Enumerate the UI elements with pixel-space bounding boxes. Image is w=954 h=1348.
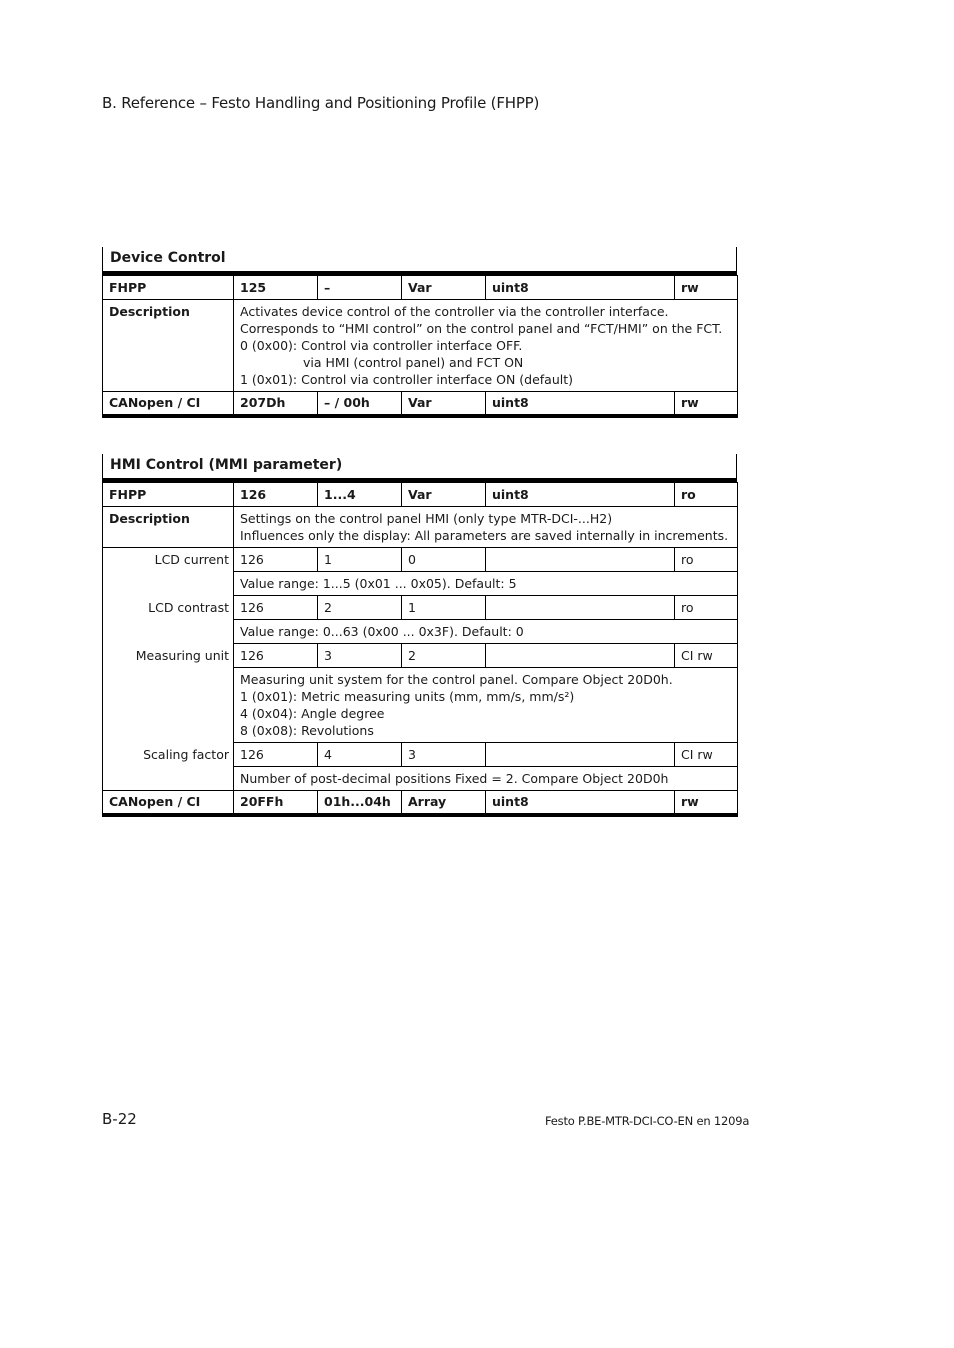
sub-param-value: 1	[402, 596, 486, 620]
sub-param-empty	[486, 596, 675, 620]
canopen-access: rw	[675, 791, 738, 815]
fhpp-class: Var	[402, 276, 486, 300]
fhpp-type: uint8	[486, 276, 675, 300]
canopen-type: uint8	[486, 392, 675, 416]
canopen-type: uint8	[486, 791, 675, 815]
canopen-access: rw	[675, 392, 738, 416]
fhpp-access: rw	[675, 276, 738, 300]
fhpp-label: FHPP	[103, 483, 234, 507]
fhpp-type: uint8	[486, 483, 675, 507]
description-row	[103, 507, 738, 548]
sub-param-access: ro	[675, 596, 738, 620]
sub-param-pnu: 126	[234, 644, 318, 668]
desc-line: Settings on the control panel HMI (only type MTR-DCI-...H2)	[240, 511, 613, 526]
desc-line: via HMI (control panel) and FCT ON	[303, 355, 524, 370]
device-control-table	[102, 275, 738, 418]
canopen-index: 207Dh	[234, 392, 318, 416]
sub-param-value: 2	[402, 644, 486, 668]
fhpp-subindex: 1...4	[318, 483, 402, 507]
sub-param-note-row	[103, 620, 738, 644]
sub-param-spacer	[103, 572, 234, 596]
canopen-label: CANopen / CI	[103, 791, 234, 815]
sub-param-pnu: 126	[234, 596, 318, 620]
sub-param-spacer	[103, 767, 234, 791]
sub-param-row	[103, 743, 738, 767]
page-number: B-22	[102, 1110, 137, 1128]
sub-param-value: 0	[402, 548, 486, 572]
sub-param-empty	[486, 743, 675, 767]
canopen-label: CANopen / CI	[103, 392, 234, 416]
hmi-control-section	[102, 454, 737, 817]
description-row	[103, 300, 738, 392]
page-header: B. Reference – Festo Handling and Positioning Profile (FHPP)	[102, 94, 540, 112]
sub-param-subindex: 1	[318, 548, 402, 572]
sub-param-note	[234, 668, 738, 743]
desc-line: Corresponds to “HMI control” on the control panel and “FCT/HMI” on the FCT.	[240, 321, 723, 336]
sub-param-label: LCD contrast	[103, 596, 234, 620]
sub-param-pnu: 126	[234, 548, 318, 572]
desc-line: Activates device control of the controller via the controller interface.	[240, 304, 669, 319]
description-label: Description	[103, 507, 234, 548]
fhpp-row	[103, 276, 738, 300]
device-control-section	[102, 247, 737, 418]
description-text	[234, 507, 738, 548]
sub-param-row	[103, 644, 738, 668]
canopen-row	[103, 392, 738, 416]
canopen-subindex: 01h...04h	[318, 791, 402, 815]
sub-param-row	[103, 548, 738, 572]
hmi-control-title: HMI Control (MMI parameter)	[102, 454, 737, 482]
sub-param-row	[103, 596, 738, 620]
note-line: 4 (0x04): Angle degree	[240, 706, 385, 721]
sub-param-pnu: 126	[234, 743, 318, 767]
sub-param-label: Scaling factor	[103, 743, 234, 767]
desc-line: Influences only the display: All parameters are saved internally in increments.	[240, 528, 729, 543]
fhpp-pnu: 126	[234, 483, 318, 507]
sub-param-label: Measuring unit	[103, 644, 234, 668]
note-line: 1 (0x01): Metric measuring units (mm, mm/s, mm/s²)	[240, 689, 575, 704]
description-label: Description	[103, 300, 234, 392]
sub-param-access: CI rw	[675, 743, 738, 767]
sub-param-subindex: 4	[318, 743, 402, 767]
sub-param-spacer	[103, 620, 234, 644]
sub-param-note: Value range: 0...63 (0x00 ... 0x3F). Default: 0	[234, 620, 738, 644]
description-text	[234, 300, 738, 392]
document-id: Festo P.BE-MTR-DCI-CO-EN en 1209a	[545, 1114, 750, 1128]
sub-param-note: Number of post-decimal positions Fixed = 2. Compare Object 20D0h	[234, 767, 738, 791]
hmi-control-table	[102, 482, 738, 817]
sub-param-subindex: 3	[318, 644, 402, 668]
note-line: 8 (0x08): Revolutions	[240, 723, 374, 738]
canopen-row	[103, 791, 738, 815]
note-line: Measuring unit system for the control panel. Compare Object 20D0h.	[240, 672, 673, 687]
sub-param-value: 3	[402, 743, 486, 767]
sub-param-access: ro	[675, 548, 738, 572]
sub-param-note-row	[103, 767, 738, 791]
canopen-class: Var	[402, 392, 486, 416]
sub-param-empty	[486, 548, 675, 572]
desc-line: 1 (0x01): Control via controller interface ON (default)	[240, 372, 574, 387]
device-control-title: Device Control	[102, 247, 737, 275]
sub-param-access: CI rw	[675, 644, 738, 668]
fhpp-pnu: 125	[234, 276, 318, 300]
sub-param-subindex: 2	[318, 596, 402, 620]
sub-param-note-row	[103, 572, 738, 596]
fhpp-subindex: –	[318, 276, 402, 300]
desc-line: 0 (0x00): Control via controller interface OFF.	[240, 338, 523, 353]
sub-param-spacer	[103, 668, 234, 743]
fhpp-class: Var	[402, 483, 486, 507]
sub-param-label: LCD current	[103, 548, 234, 572]
canopen-index: 20FFh	[234, 791, 318, 815]
sub-param-empty	[486, 644, 675, 668]
fhpp-access: ro	[675, 483, 738, 507]
sub-param-note: Value range: 1...5 (0x01 ... 0x05). Default: 5	[234, 572, 738, 596]
fhpp-label: FHPP	[103, 276, 234, 300]
canopen-class: Array	[402, 791, 486, 815]
sub-param-note-row	[103, 668, 738, 743]
canopen-subindex: – / 00h	[318, 392, 402, 416]
fhpp-row	[103, 483, 738, 507]
